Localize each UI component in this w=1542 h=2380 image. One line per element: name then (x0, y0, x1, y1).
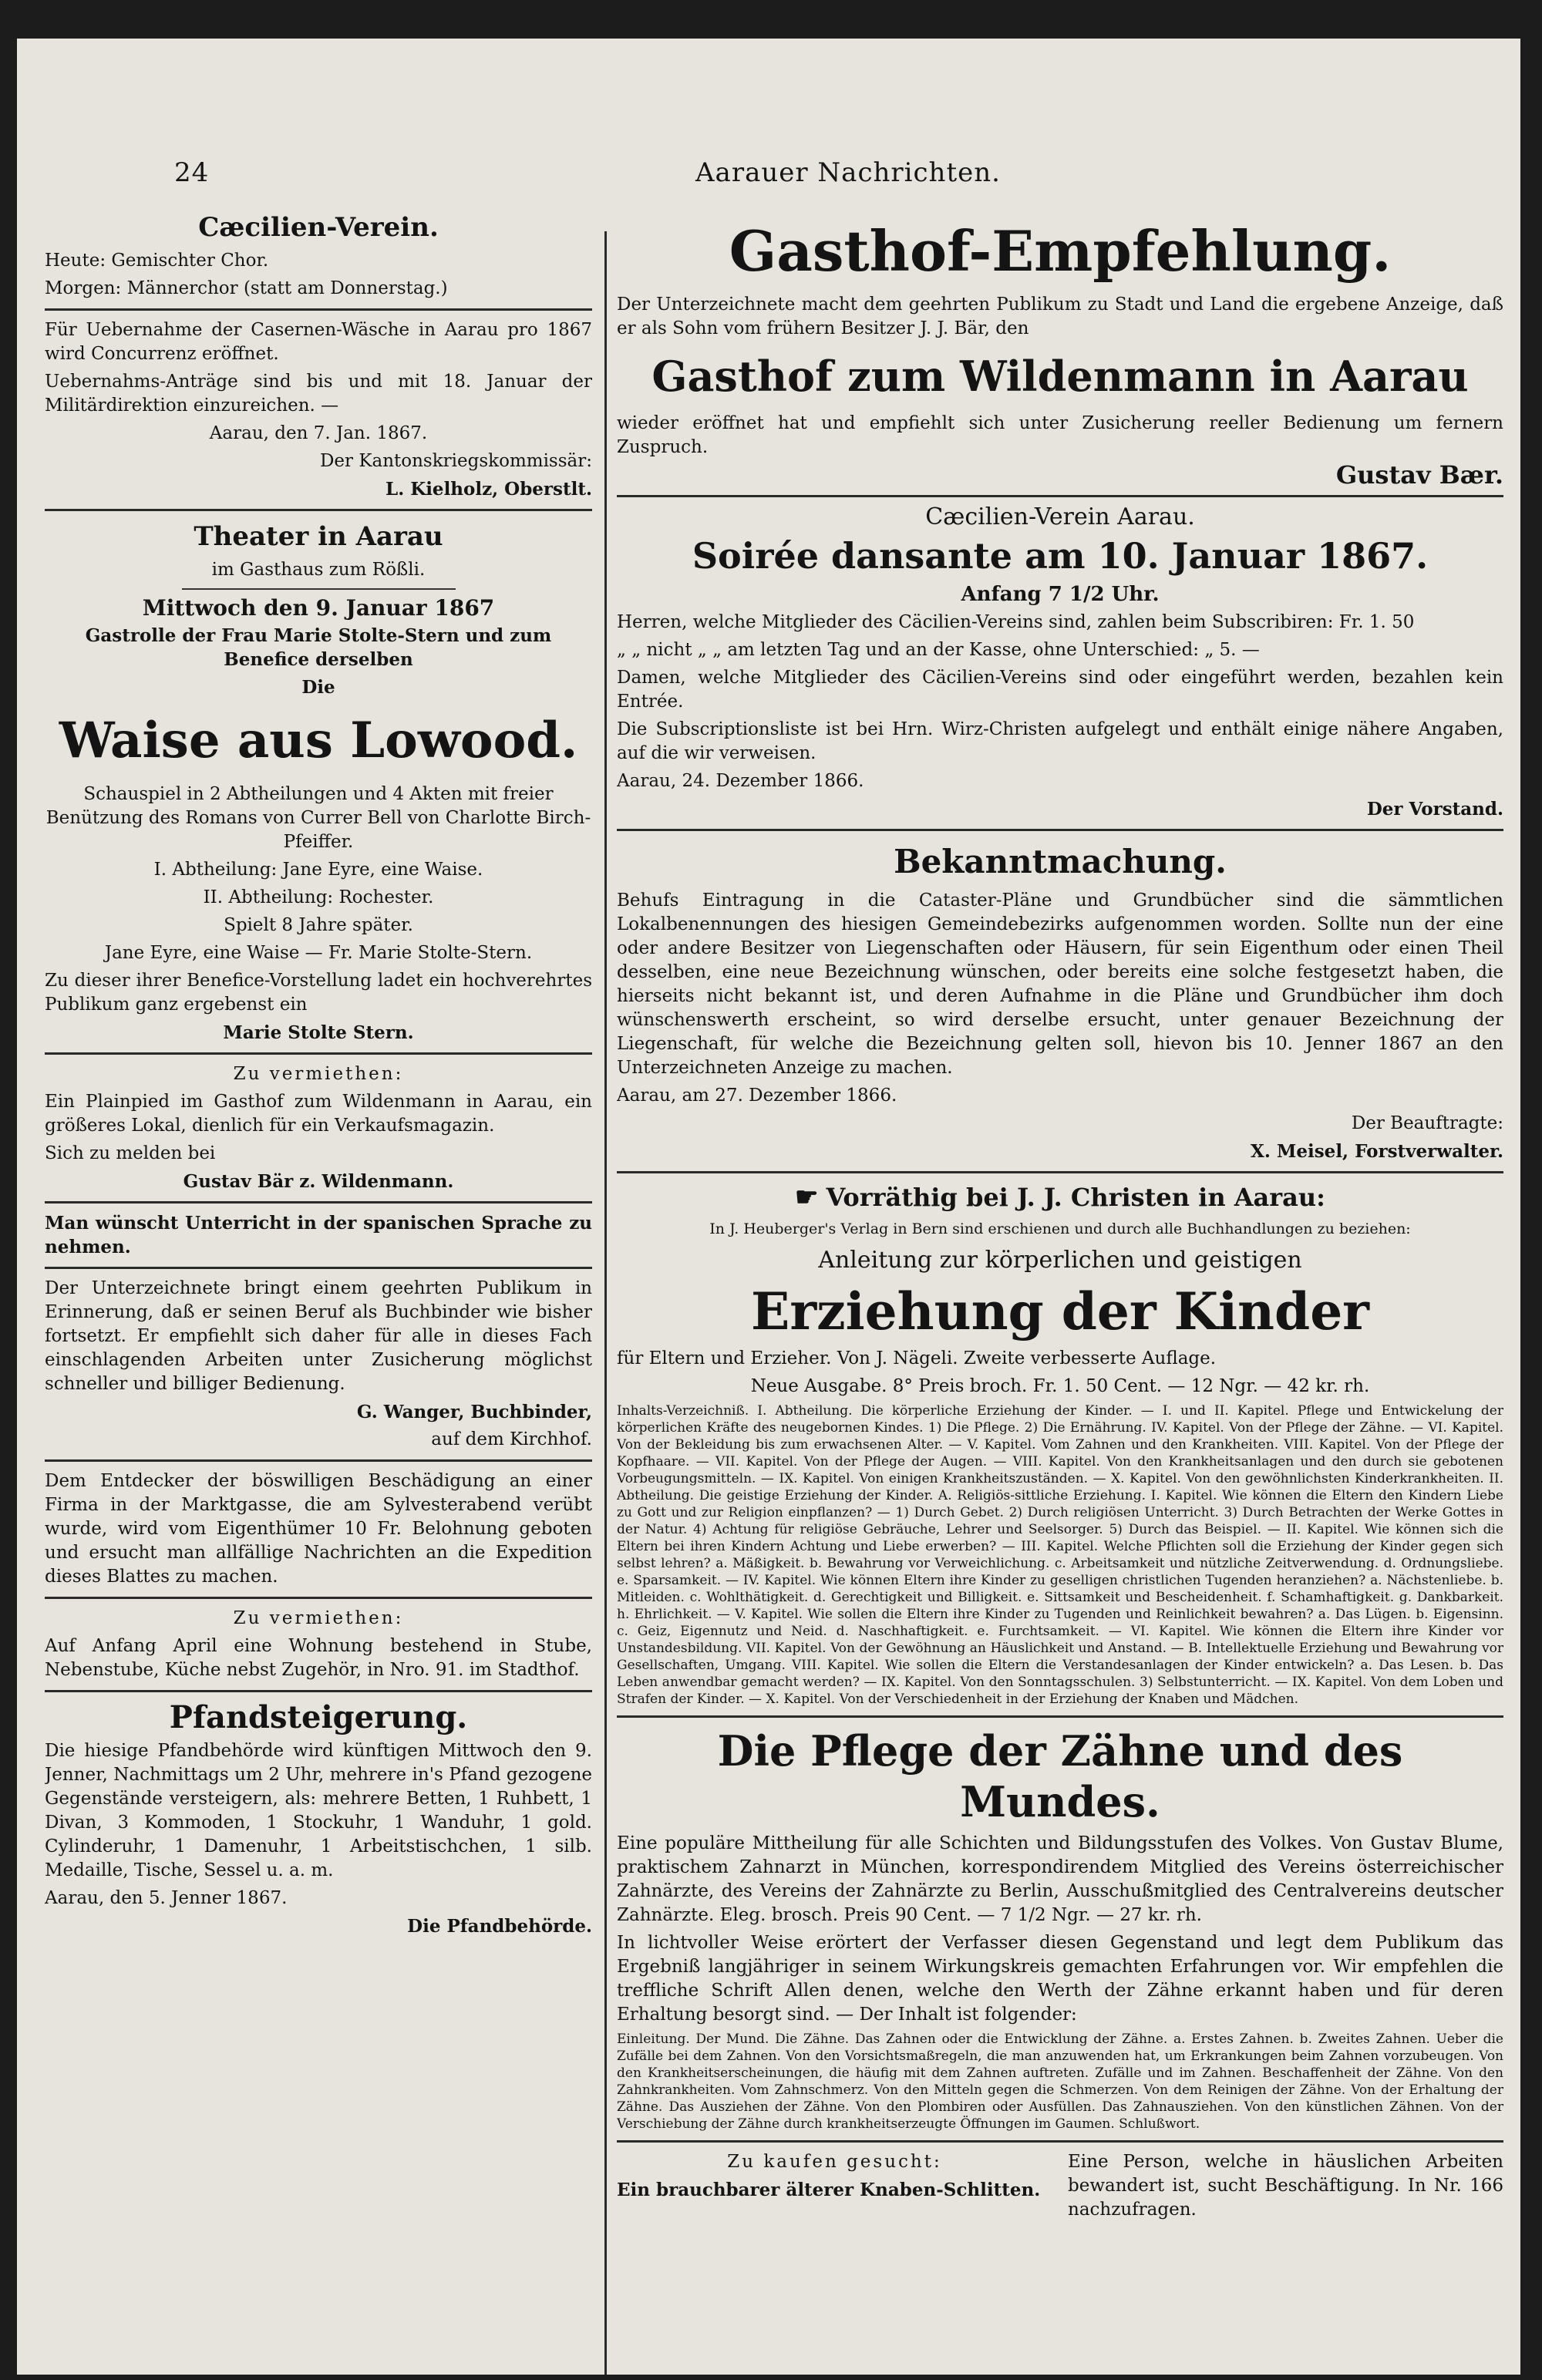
right-column (617, 210, 1503, 2375)
divider (617, 1715, 1503, 1718)
theater-place: im Gasthaus zum Rößli. (211, 560, 426, 580)
auction-notice (45, 1700, 592, 1938)
rent2-title: Zu vermiethen: (233, 1608, 404, 1628)
divider (617, 1171, 1503, 1173)
caserne-text: Für Uebernahme der Casernen-Wäsche in Aarau pro 1867 wird Concurrenz eröffnet. (45, 320, 592, 364)
book-publisher: In J. Heuberger's Verlag in Bern sind erschienen und durch alle Buchhandlungen zu beziehen: (709, 1220, 1411, 1237)
theater-date: Mittwoch den 9. Januar 1867 (142, 595, 495, 621)
soiree-line: „ „ nicht „ „ am letzten Tag und an der Kasse, ohne Unterschied: „ 5. — (617, 640, 1260, 660)
theater-later: Spielt 8 Jahre später. (224, 915, 413, 935)
book-advert-head: Vorräthig bei J. J. Christen in Aarau: (826, 1183, 1325, 1212)
caserne-text: Uebernahms-Anträge sind bis und mit 18. Januar der Militärdirektion einzureichen. — (45, 372, 592, 416)
caecilien-today: Heute: Gemischter Chor. (45, 251, 269, 271)
newspaper-page (17, 39, 1520, 2375)
divider (617, 2140, 1503, 2143)
rent1-contact: Sich zu melden bei (45, 1143, 216, 1163)
book2-description: Eine populäre Mittheilung für alle Schichten und Bildungsstufen des Volkes. Von Gustav Blume, praktischem Zahnarzt in München, korrespondirendem Mitglied des Vereins österreichischer Zahnärzte, des Vereins der Zahnärzte zu Berlin, Ausschußmitglied des Centralvereins deutscher Zahnärzte. Eleg. brosch. Preis 90 Cent. — 7 1/2 Ngr. — 27 kr. rh. (617, 1833, 1503, 1925)
bekanntmachung-office: Der Beauftragte: (1351, 1113, 1503, 1133)
divider (45, 308, 592, 311)
soiree-line: Herren, welche Mitglieder des Cäcilien-Vereins sind, zahlen beim Subscribiren: Fr. 1. 50 (617, 612, 1415, 632)
book2-review: In lichtvoller Weise erörtert der Verfasser diesen Gegenstand und legt dem Publikum das Ergebniß langjähriger in seinem Wirkungskreis gemachten Erfahrungen vor. Wir empfehlen die treffliche Schrift Allen denen, welche den Werth der Zähne erkannt haben und für deren Erhaltung besorgt sind. — Der Inhalt ist folgender: (617, 1933, 1503, 2025)
buy-text: Ein brauchbarer älterer Knaben-Schlitten. (617, 2180, 1041, 2200)
theater-invite: Zu dieser ihrer Benefice-Vorstellung ladet ein hochverehrtes Publikum ganz ergebenst ein (45, 971, 592, 1015)
divider (45, 1597, 592, 1599)
rent1-signature: Gustav Bär z. Wildenmann. (183, 1171, 454, 1192)
bookbinder-signature: G. Wanger, Buchbinder, (356, 1402, 592, 1422)
bekanntmachung-signature: X. Meisel, Forstverwalter. (1251, 1141, 1503, 1162)
soiree-title: Soirée dansante am 10. Januar 1867. (692, 535, 1429, 577)
divider (45, 1267, 592, 1269)
gasthof-text: Der Unterzeichnete macht dem geehrten Publikum zu Stadt und Land die ergebene Anzeige, daß er als Sohn vom frühern Besitzer J. J. Bär, den (617, 295, 1503, 338)
rent1-title: Zu vermiethen: (233, 1064, 404, 1084)
bekanntmachung-date: Aarau, am 27. Dezember 1866. (617, 1086, 897, 1106)
page-number: 24 (174, 157, 210, 188)
bekanntmachung-title: Bekanntmachung. (894, 843, 1227, 880)
theater-guest: Gastrolle der Frau Marie Stolte-Stern und zum Benefice derselben (85, 625, 552, 670)
theater-play-title: Waise aus Lowood. (59, 712, 578, 769)
rent2-text: Auf Anfang April eine Wohnung bestehend in Stube, Nebenstube, Küche nebst Zugehör, in Nro. 91. im Stadthof. (45, 1636, 592, 1680)
auction-date: Aarau, den 5. Jenner 1867. (45, 1888, 288, 1908)
gasthof-title: Gasthof-Empfehlung. (729, 218, 1392, 284)
spanish-lessons-notice: Man wünscht Unterricht in der spanischen Sprache zu nehmen. (45, 1213, 592, 1257)
theater-part2: II. Abtheilung: Rochester. (203, 887, 434, 907)
book2-contents: Einleitung. Der Mund. Die Zähne. Das Zahnen oder die Entwicklung der Zähne. a. Erstes Zahnen. b. Zweites Zahnen. Ueber die Zufälle bei dem Zahnen. Von den Vorsichtsmaßregeln, die man anzuwenden hat, um Erkrankungen beim Zahnen vorzubeugen. Von den Krankheitserscheinungen, die häufig mit dem Zahnen auftreten. Zufälle und im Zahnen. Beschaffenheit der Zähne. Von den Zahnkrankheiten. Vom Zahnschmerz. Von den Mitteln gegen die Schmerzen. Von dem Reinigen der Zähne. Von der Erhaltung der Zähne. Das Ausziehen der Zähne. Von den Plombiren oder Ausfüllen. Das Zahnausziehen. Von den künstlichen Zähnen. Von der Verschiebung der Zähne durch krankheitserzeugte Öffnungen im Gaumen. Schlußwort. (617, 2032, 1503, 2132)
gasthof-text: wieder eröffnet hat und empfiehlt sich unter Zusicherung reeller Bedienung um fernern Zuspruch. (617, 413, 1503, 457)
auction-title: Pfandsteigerung. (169, 1699, 468, 1735)
divider (45, 1201, 592, 1203)
pointing-hand-icon: ☛ (795, 1182, 819, 1213)
book1-for: für Eltern und Erzieher. Von J. Nägeli. Zweite verbesserte Auflage. (617, 1348, 1217, 1368)
divider (45, 509, 592, 511)
theater-signature: Marie Stolte Stern. (223, 1022, 414, 1043)
theater-die: Die (301, 677, 335, 698)
gasthof-notice (617, 216, 1503, 490)
buy-notice (617, 2150, 1052, 2226)
column-rule (604, 231, 607, 2375)
divider (617, 829, 1503, 831)
job-seeker-text: Eine Person, welche in häuslichen Arbeiten bewandert ist, sucht Beschäftigung. In Nr. 166 nachzufragen. (1068, 2152, 1503, 2220)
bookbinder-notice (45, 1277, 592, 1452)
book1-contents: Inhalts-Verzeichniß. I. Abtheilung. Die körperliche Erziehung der Kinder. — I. und II. Kapitel. Pflege und Entwickelung der körperlichen Kräfte des neugebornen Kindes. 1) Die Pflege. 2) Die Ernährung. IV. Kapitel. Von der Pflege der Zähne. — VI. Kapitel. Von der Bekleidung bis zum erwachsenen Alter. — V. Kapitel. Vom Zahnen und den Krankheiten. VIII. Kapitel. Von der Pflege der Kopfhaare. — VII. Kapitel. Von der Pflege der Augen. — VIII. Kapitel. Von den Krankheitsanlagen und den durch sie gebotenen Vorbeugungsmitteln. — IX. Kapitel. Von einigen Krankheitszuständen. — X. Kapitel. Von den gewöhnlichsten Kinderkrankheiten. II. Abtheilung. Die geistige Erziehung der Kinder. A. Religiös-sittliche Erziehung. I. Kapitel. Wie können die Eltern den Kindern Liebe zu Gott und zur Religion einpflanzen? — 1) Durch Gebet. 2) Durch religiösen Unterricht. 3) Durch Betrachten der Werke Gottes in der Natur. 4) Achtung für religiöse Gebräuche, Lehrer und Seelsorger. 5) Durch das Beispiel. — II. Kapitel. Wie können sich die Eltern bei ihren Kindern Achtung und Liebe erwerben? — III. Kapitel. Welche Pflichten soll die Erziehung der Kinder gegen sich selbst lehren? a. Mäßigkeit. b. Bewahrung vor Verweichlichung. c. Arbeitsamkeit und nützliche Zeitverwendung. d. Ordnungsliebe. e. Sparsamkeit. — IV. Kapitel. Wie können Eltern ihre Kinder zu geselligen christlichen Tugenden heranziehen? a. Nächstenliebe. b. Mitleiden. c. Wohlthätigkeit. d. Gerechtigkeit und Billigkeit. e. Sittsamkeit und Bescheidenheit. f. Schamhaftigkeit. g. Dankbarkeit. h. Ehrlichkeit. — V. Kapitel. Wie sollen die Eltern ihre Kinder zu Tugenden und Reinlichkeit bewahren? a. Das Lügen. b. Eigensinn. c. Geiz, Eigennutz und Neid. d. Naschhaftigkeit. e. Furchtsamkeit. — VI. Kapitel. Wie können die Eltern ihre Kinder vor Unstandesbildung. VII. Kapitel. Von der Gewöhnung an Häuslichkeit und Anstand. — B. Intellektuelle Erziehung und Bewahrung vor Gesellschaften, Umgang. VIII. Kapitel. Wie sollen die Eltern die Verstandesanlagen der Kinder entwickeln? a. Das Lesen. b. Das Leben anwendbar gemacht werden? — IX. Kapitel. Von den Sonntagsschulen. 3) Selbstunterricht. — IX. Kapitel. Von dem Loben und Strafen der Kinder. — X. Kapitel. Von der Verschiedenheit in der Erziehung der Knaben und Mädchen. (617, 1403, 1503, 1707)
divider (45, 1459, 592, 1462)
divider (182, 588, 456, 590)
caecilien-title: Cæcilien-Verein. (198, 212, 439, 243)
theater-part1: I. Abtheilung: Jane Eyre, eine Waise. (153, 860, 483, 880)
soiree-signature: Der Vorstand. (1366, 799, 1503, 820)
soiree-time: Anfang 7 1/2 Uhr. (961, 583, 1160, 606)
book1-edition: Neue Ausgabe. 8° Preis broch. Fr. 1. 50 Cent. — 12 Ngr. — 42 kr. rh. (750, 1376, 1370, 1396)
book1-title: Erziehung der Kinder (751, 1281, 1369, 1341)
bottom-notices (617, 2150, 1503, 2226)
theater-cast: Jane Eyre, eine Waise — Fr. Marie Stolte-Stern. (104, 943, 533, 963)
bookbinder-place: auf dem Kirchhof. (431, 1429, 592, 1449)
book-advert (617, 1181, 1503, 2133)
soiree-notice (617, 505, 1503, 821)
soiree-line: Die Subscriptionsliste ist bei Hrn. Wirz-Christen aufgelegt und enthält einige nähere Angaben, auf die wir verweisen. (617, 719, 1503, 763)
divider (617, 495, 1503, 497)
rent-notice-1 (45, 1062, 592, 1193)
caserne-date: Aarau, den 7. Jan. 1867. (209, 423, 428, 443)
buy-title: Zu kaufen gesucht: (727, 2152, 942, 2172)
masthead: Aarauer Nachrichten. (695, 157, 1001, 188)
caecilien-notice (45, 210, 592, 301)
soiree-organizer: Cæcilien-Verein Aarau. (925, 503, 1195, 530)
caserne-notice (45, 318, 592, 501)
divider (45, 1052, 592, 1055)
bookbinder-text: Der Unterzeichnete bringt einem geehrten Publikum in Erinnerung, daß er seinen Beruf als Buchbinder wie bisher fortsetzt. Er empfiehlt sich daher für alle in dieses Fach einschlagenden Arbeiten unter Zusicherung möglichst schneller und billiger Bedienung. (45, 1278, 592, 1394)
caserne-office: Der Kantonskriegskommissär: (319, 451, 592, 471)
reward-notice: Dem Entdecker der böswilligen Beschädigung an einer Firma in der Marktgasse, die am Sylvesterabend verübt wurde, wird vom Eigenthümer 10 Fr. Belohnung geboten und ersucht man allfällige Nachrichten an die Expedition dieses Blattes zu machen. (45, 1471, 592, 1587)
auction-text: Die hiesige Pfandbehörde wird künftigen Mittwoch den 9. Jenner, Nachmittags um 2 Uhr, mehrere in's Pfand gezogene Gegenstände versteigern, als: mehrere Betten, 1 Ruhbett, 1 Divan, 3 Kommoden, 1 Stockuhr, 1 Wanduhr, 1 gold. Cylinderuhr, 1 Damenuhr, 1 Arbeitstischchen, 1 silb. Medaille, Tische, Sessel u. a. m. (45, 1741, 592, 1880)
caecilien-tomorrow: Morgen: Männerchor (statt am Donnerstag.) (45, 278, 448, 298)
theater-description: Schauspiel in 2 Abtheilungen und 4 Akten mit freier Benützung des Romans von Currer Bell von Charlotte Birch-Pfeiffer. (45, 784, 591, 852)
theater-title: Theater in Aarau (194, 521, 443, 552)
left-column (45, 210, 592, 2375)
bekanntmachung-notice (617, 839, 1503, 1163)
caserne-signature: L. Kielholz, Oberstlt. (386, 479, 592, 500)
bekanntmachung-text: Behufs Eintragung in die Cataster-Pläne und Grundbücher sind die sämmtlichen Lokalbenennungen des hiesigen Gemeindebezirks aufgenommen worden. Sollte nun der eine oder andere Besitzer von Liegenschaften oder Häusern, für sein Eigenthum oder einen Theil desselben, eine neue Bezeichnung wünschen, oder bereits eine solche festgesetzt haben, die hierseits nicht bekannt ist, und deren Aufnahme in die Pläne und Grundbücher ihm doch wünschenswerth erscheint, so wird derselbe ersucht, unter genauer Bezeichnung der Liegenschaft, für welche die Bezeichnung gelten soll, hievon bis 10. Jenner 1867 an den Unterzeichneten Anzeige zu machen. (617, 890, 1503, 1078)
soiree-line: Damen, welche Mitglieder des Cäcilien-Vereins sind oder eingeführt werden, bezahlen kein Entrée. (617, 668, 1503, 712)
rent1-text: Ein Plainpied im Gasthof zum Wildenmann in Aarau, ein größeres Lokal, dienlich für ein Verkaufsmagazin. (45, 1092, 592, 1136)
divider (45, 1690, 592, 1692)
book1-subtitle: Anleitung zur körperlichen und geistigen (818, 1247, 1302, 1274)
rent-notice-2 (45, 1607, 592, 1682)
gasthof-signature: Gustav Bær. (1335, 460, 1503, 490)
gasthof-name: Gasthof zum Wildenmann in Aarau (651, 352, 1469, 401)
job-seeker-notice (1068, 2150, 1503, 2226)
book2-title: Die Pflege der Zähne und des Mundes. (717, 1726, 1403, 1826)
soiree-date: Aarau, 24. Dezember 1866. (617, 771, 864, 791)
theater-notice (45, 519, 592, 1045)
auction-signature: Die Pfandbehörde. (407, 1916, 592, 1937)
